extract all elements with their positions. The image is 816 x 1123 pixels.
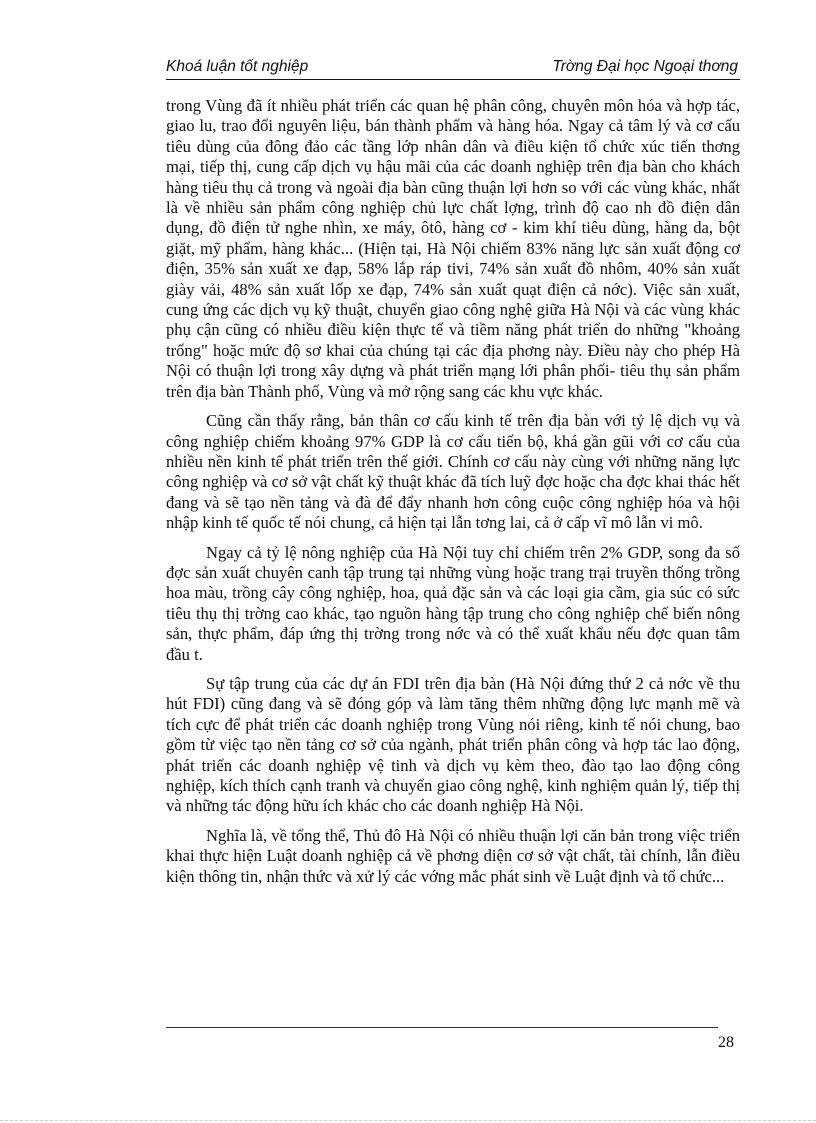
body-text bbox=[166, 96, 740, 896]
paragraph-5: Nghĩa là, về tổng thể, Thủ đô Hà Nội có nhiều thuận lợi căn bản trong việc triển khai thực hiện Luật doanh nghiệp cả về phơng diện cơ sở vật chất, tài chính, lẫn điều kiện thông tin, nhận thức và xử lý các vớng mắc phát sinh về Luật định và tổ chức... bbox=[166, 825, 740, 886]
paragraph-1: trong Vùng đã ít nhiều phát triển các quan hệ phân công, chuyên môn hóa và hợp tác, giao lu, trao đổi nguyên liệu, bán thành phẩm và hàng hóa. Ngay cả tâm lý và cơ cấu tiêu dùng của đông đảo các tầng lớp nhân dân và điều kiện tổ chức xúc tiến thơng mại, tiếp thị, cung cấp dịch vụ hậu mãi của các doanh nghiệp trên địa bàn cho khách hàng tiêu thụ cả trong và ngoài địa bàn cũng thuận lợi hơn so với các vùng khác, nhất là về nhiều sản phẩm công nghiệp chủ lực chất lợng, trình độ cao nh đồ điện dân dụng, đồ điện tử nghe nhìn, xe máy, ôtô, hàng cơ - kim khí tiêu dùng, hàng da, bột giặt, mỹ phẩm, hàng khác... (Hiện tại, Hà Nội chiếm 83% năng lực sản xuất động cơ điện, 35% sản xuất xe đạp, 58% lắp ráp tivi, 74% sản xuất đồ nhôm, 40% sản xuất giày vải, 48% sản xuất lốp xe đạp, 74% sản xuất quạt điện cả nớc). Việc sản xuất, cung ứng các dịch vụ kỹ thuật, chuyển giao công nghệ giữa Hà Nội và các vùng khác phụ cận cũng có nhiều điều kiện thực tế và tiềm năng phát triển do những "khoảng trống" hoặc mức độ sơ khai của chúng tại các địa phơng này. Điều này cho phép Hà Nội có thuận lợi trong xây dựng và phát triển mạng lới phân phối- tiêu thụ sản phẩm trên địa bàn Thành phố, Vùng và mở rộng sang các khu vực khác. bbox=[166, 96, 740, 401]
page-number: 28 bbox=[718, 1034, 734, 1051]
paragraph-4: Sự tập trung của các dự án FDI trên địa bàn (Hà Nội đứng thứ 2 cả nớc về thu hút FDI) cũng đang và sẽ đóng góp và làm tăng thêm những động lực mạnh mẽ và tích cực để phát triển các doanh nghiệp trong Vùng nói riêng, kinh tế nói chung, bao gồm từ việc tạo nền tảng cơ sở của ngành, phát triển phân công và hợp tác lao động, phát triển các doanh nghiệp vệ tinh và dịch vụ kèm theo, đào tạo lao động công nghiệp, kích thích cạnh tranh và chuyển giao công nghệ, kinh nghiệm quản lý, tiếp thị và những tác động hữu ích khác cho các doanh nghiệp Hà Nội. bbox=[166, 673, 740, 816]
header-thesis-title: Khoá luận tốt nghiệp bbox=[166, 58, 309, 75]
paragraph-2: Cũng cần thấy rằng, bản thân cơ cấu kinh tế trên địa bàn với tỷ lệ dịch vụ và công nghiệp chiếm khoảng 97% GDP là cơ cấu tiến bộ, khá gần gũi với cơ cấu của nhiều nền kinh tế phát triển trên thế giới. Chính cơ cấu này cùng với những năng lực công nghiệp và cơ sở vật chất kỹ thuật khác đã tích luỹ đợc hoặc cha đợc khai thác hết đang và sẽ tạo nền tảng và đà để đẩy nhanh hơn công cuộc công nghiệp hóa và hội nhập kinh tế quốc tế nói chung, cả hiện tại lẫn tơng lai, cả ở cấp vĩ mô lẫn vi mô. bbox=[166, 411, 740, 533]
page-bottom-edge bbox=[0, 1120, 816, 1121]
paragraph-3: Ngay cả tỷ lệ nông nghiệp của Hà Nội tuy chỉ chiếm trên 2% GDP, song đa số đợc sản xuất chuyên canh tập trung tại những vùng hoặc trang trại truyền thống trồng hoa màu, trồng cây công nghiệp, hoa, quả đặc sản và các loại gia cầm, gia súc có sức tiêu thụ thị trờng cao khác, tạo nguồn hàng tập trung cho công nghiệp chế biến nông sản, thực phẩm, đáp ứng thị trờng trong nớc và có thể xuất khẩu nếu đợc quan tâm đầu t. bbox=[166, 542, 740, 664]
footer-divider bbox=[166, 1027, 718, 1028]
page-header bbox=[166, 58, 740, 80]
header-university-name: Trờng Đại học Ngoại thơng bbox=[552, 58, 738, 75]
